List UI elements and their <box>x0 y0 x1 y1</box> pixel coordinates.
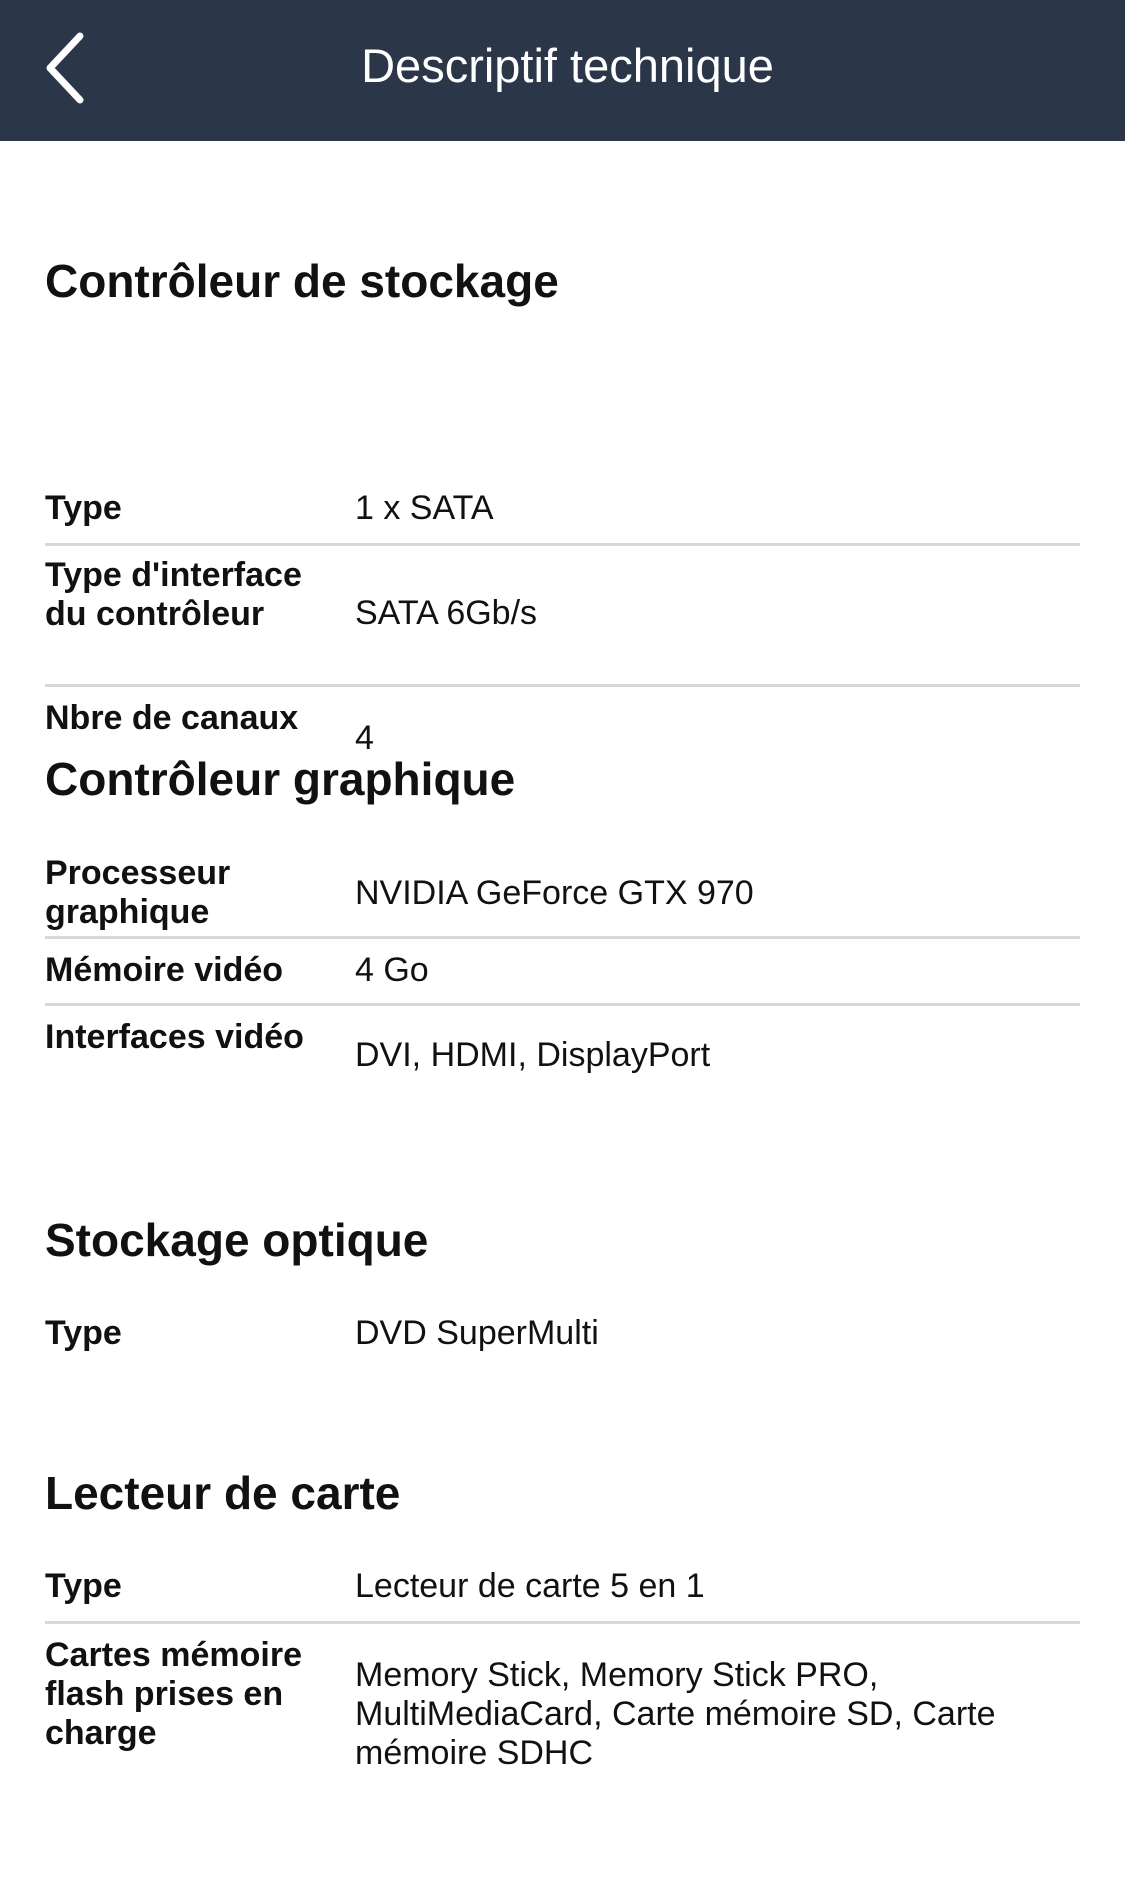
spec-value: DVI, HDMI, DisplayPort <box>355 1036 711 1074</box>
spec-label: Cartes mémoire flash prises en charge <box>45 1636 303 1752</box>
spec-label: Type <box>45 1567 122 1605</box>
page-title: Descriptif technique <box>361 39 774 92</box>
spec-label: Type d'interface du contrôleur <box>45 556 302 633</box>
section-title: Stockage optique <box>45 1214 429 1266</box>
spec-value: Lecteur de carte 5 en 1 <box>355 1567 705 1605</box>
spec-row <box>45 939 1080 1006</box>
spec-row <box>45 1006 1080 1096</box>
navigation-bar <box>0 0 1125 141</box>
spec-row <box>45 1624 1080 1794</box>
spec-row <box>45 1561 1080 1624</box>
spec-row <box>45 848 1080 939</box>
spec-row <box>45 544 1080 687</box>
section-title: Lecteur de carte <box>45 1467 401 1519</box>
spec-value: DVD SuperMulti <box>355 1314 599 1352</box>
spec-row <box>45 1308 1080 1368</box>
spec-value: Memory Stick, Memory Stick PRO, MultiMediaCard, Carte mémoire SD, Carte mémoire SDHC <box>355 1656 996 1772</box>
section-title: Contrôleur de stockage <box>45 255 559 307</box>
spec-value: 4 Go <box>355 951 429 989</box>
spec-value: 1 x SATA <box>355 489 494 527</box>
spec-value: 4 <box>355 719 374 757</box>
spec-label: Interfaces vidéo <box>45 1018 304 1056</box>
spec-value: NVIDIA GeForce GTX 970 <box>355 874 754 912</box>
spec-label: Processeur graphique <box>45 854 231 931</box>
section-title: Contrôleur graphique <box>45 753 516 805</box>
spec-label: Nbre de canaux <box>45 699 299 737</box>
spec-label: Type <box>45 489 122 527</box>
spec-label: Type <box>45 1314 122 1352</box>
spec-label: Mémoire vidéo <box>45 951 284 989</box>
spec-value: SATA 6Gb/s <box>355 594 538 632</box>
spec-row <box>45 341 1080 546</box>
